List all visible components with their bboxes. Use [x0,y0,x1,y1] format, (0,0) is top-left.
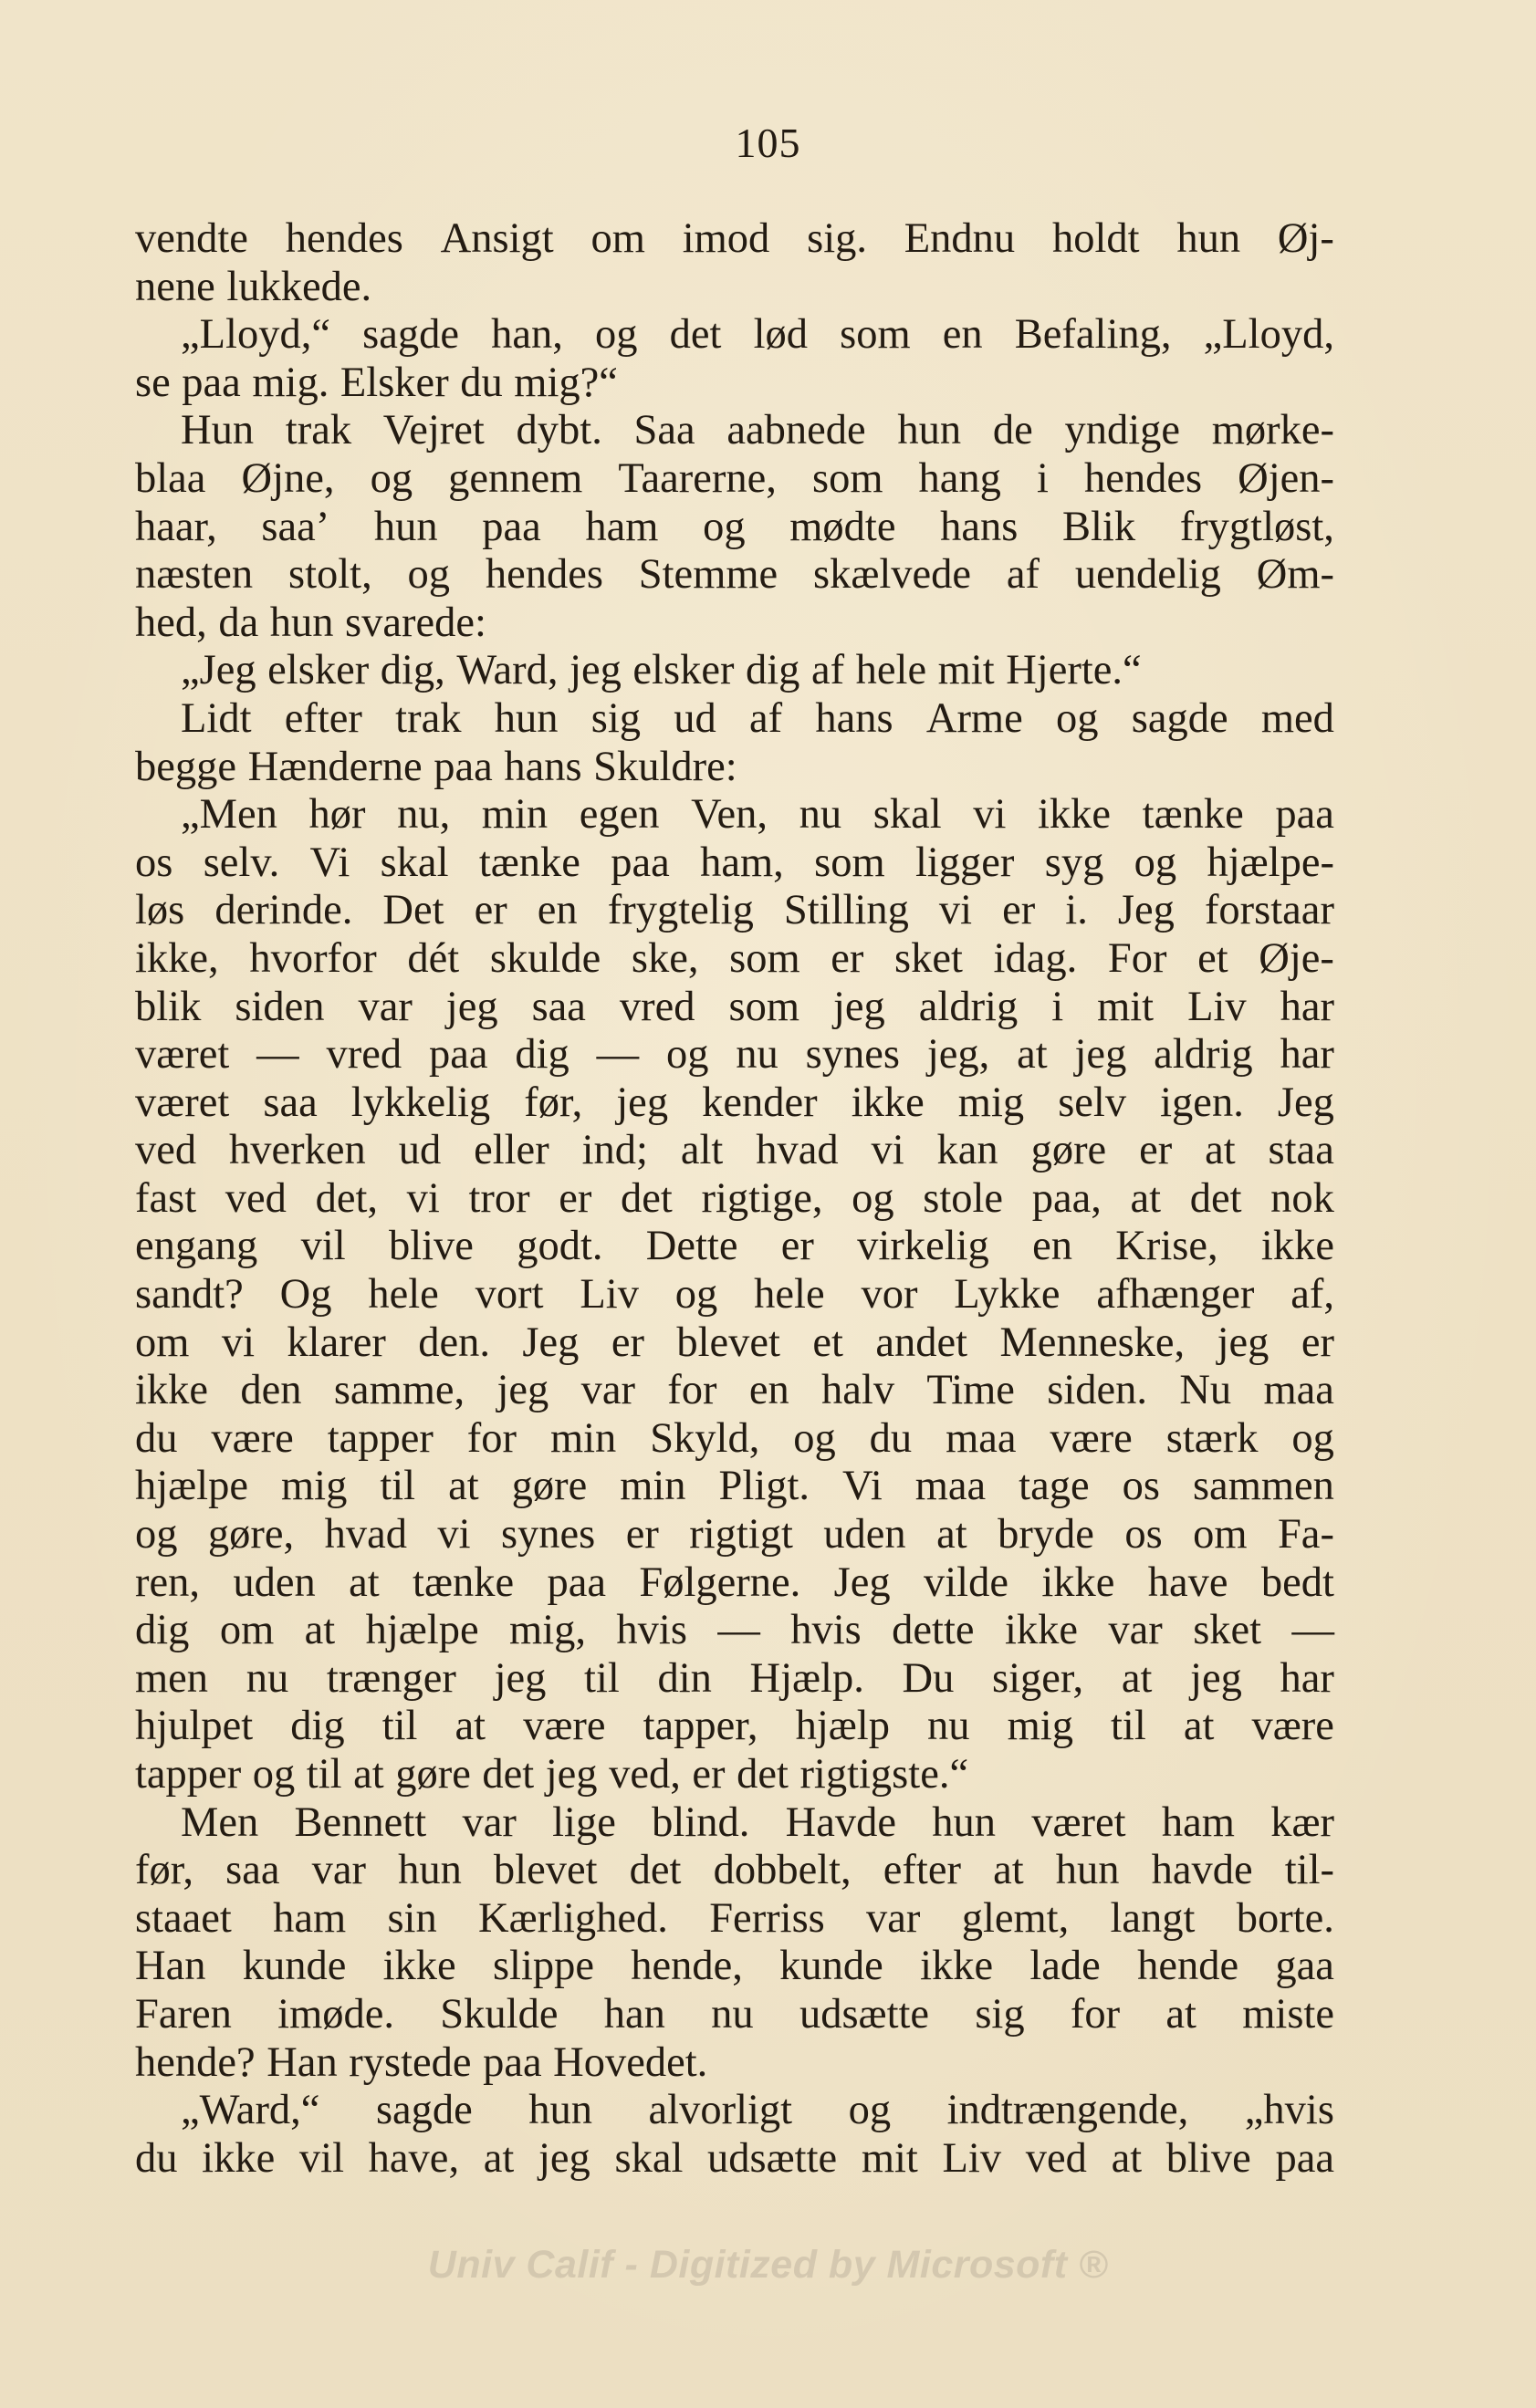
text-line: haar, saa’ hun paa ham og mødte hans Blik frygtløst, [135,503,1334,550]
text-line: du ikke vil have, at jeg skal udsætte mit Liv ved at blive paa [135,2134,1334,2182]
text-line: vendte hendes Ansigt om imod sig. Endnu holdt hun Øj- [135,215,1334,262]
text-line: „Lloyd,“ sagde han, og det lød som en Befaling, „Lloyd, [181,311,1334,359]
text-line: du være tapper for min Skyld, og du maa være stærk og [135,1414,1334,1462]
text-line: og gøre, hvad vi synes er rigtigt uden at bryde os om Fa- [135,1511,1334,1558]
text-line: nene lukkede. [135,263,372,310]
text-line: se paa mig. Elsker du mig?“ [135,359,618,406]
text-line: „Men hør nu, min egen Ven, nu skal vi ikke tænke paa [181,791,1334,839]
text-line: været — vred paa dig — og nu synes jeg, at jeg aldrig har [135,1031,1334,1079]
text-line: „Ward,“ sagde hun alvorligt og indtrængende, „hvis [181,2087,1334,2134]
text-line: Faren imøde. Skulde han nu udsætte sig for at miste [135,1990,1334,2038]
text-line: begge Hænderne paa hans Skuldre: [135,743,737,790]
text-line: staaet ham sin Kærlighed. Ferriss var glemt, langt borte. [135,1894,1334,1942]
text-line: sandt? Og hele vort Liv og hele vor Lykke afhænger af, [135,1271,1334,1319]
text-line: dig om at hjælpe mig, hvis — hvis dette ikke var sket — [135,1607,1334,1654]
text-line: om vi klarer den. Jeg er blevet et andet Menneske, jeg er [135,1319,1334,1366]
text-line: Han kunde ikke slippe hende, kunde ikke lade hende gaa [135,1943,1334,1990]
digitization-watermark: Univ Calif - Digitized by Microsoft ® [427,2243,1109,2287]
text-line: men nu trænger jeg til din Hjælp. Du siger, at jeg har [135,1654,1334,1702]
text-line: hed, da hun svarede: [135,599,486,646]
text-line: ikke den samme, jeg var for en halv Time siden. Nu maa [135,1367,1334,1414]
body-text [135,215,1334,2183]
text-line: tapper og til at gøre det jeg ved, er det rigtigste.“ [135,1751,969,1798]
text-line: os selv. Vi skal tænke paa ham, som ligger syg og hjælpe- [135,839,1334,886]
text-line: blaa Øjne, og gennem Taarerne, som hang i hendes Øjen- [135,454,1334,502]
text-line: været saa lykkelig før, jeg kender ikke mig selv igen. Jeg [135,1079,1334,1126]
text-line: næsten stolt, og hendes Stemme skælvede af uendelig Øm- [135,551,1334,599]
text-line: hjulpet dig til at være tapper, hjælp nu mig til at være [135,1703,1334,1750]
text-line: hjælpe mig til at gøre min Pligt. Vi maa tage os sammen [135,1463,1334,1510]
text-line: ikke, hvorfor dét skulde ske, som er sket idag. For et Øje- [135,934,1334,982]
text-line: før, saa var hun blevet det dobbelt, efter at hun havde til- [135,1847,1334,1894]
text-line: Hun trak Vejret dybt. Saa aabnede hun de yndige mørke- [181,407,1334,454]
text-line: ved hverken ud eller ind; alt hvad vi kan gøre er at staa [135,1127,1334,1174]
text-line: engang vil blive godt. Dette er virkelig en Krise, ikke [135,1223,1334,1270]
text-line: hende? Han rystede paa Hovedet. [135,2038,708,2086]
text-line: løs derinde. Det er en frygtelig Stilling vi er i. Jeg forstaar [135,887,1334,934]
text-line: „Jeg elsker dig, Ward, jeg elsker dig af hele mit Hjerte.“ [181,647,1142,694]
text-line: Lidt efter trak hun sig ud af hans Arme og sagde med [181,694,1334,742]
text-line: ren, uden at tænke paa Følgerne. Jeg vilde ikke have bedt [135,1558,1334,1606]
page-number: 105 [735,120,801,166]
text-line: fast ved det, vi tror er det rigtige, og stole paa, at det nok [135,1174,1334,1222]
text-line: Men Bennett var lige blind. Havde hun været ham kær [181,1798,1334,1846]
text-line: blik siden var jeg saa vred som jeg aldrig i mit Liv har [135,983,1334,1030]
